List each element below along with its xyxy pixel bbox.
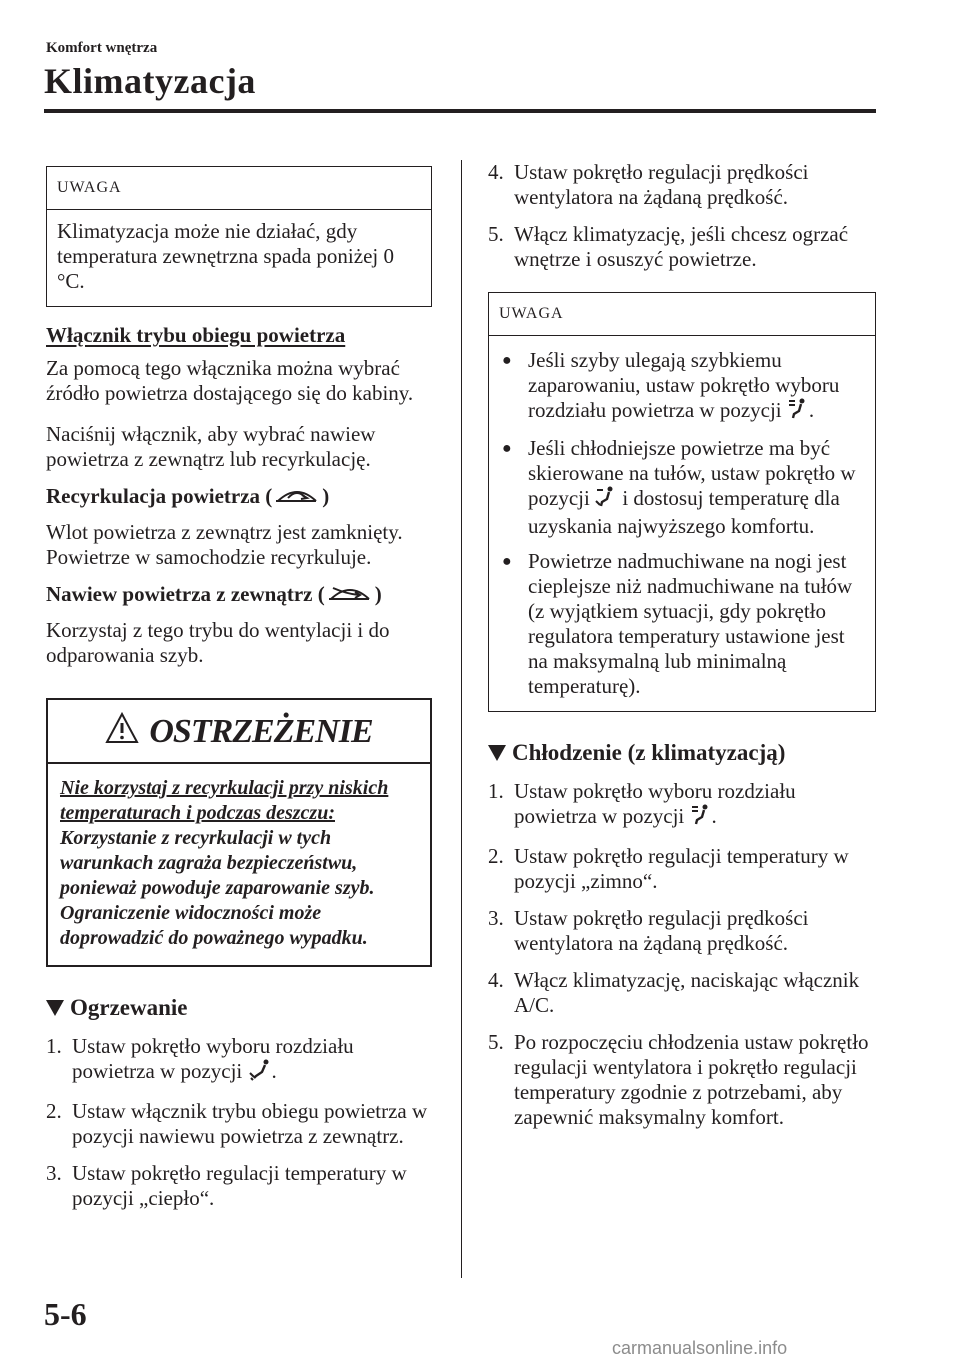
- heating-heading: Ogrzewanie: [46, 995, 432, 1020]
- cooling-step-5: 5. Po rozpoczęciu chłodzenia ustaw pokrętło regulacji wentylatora i pokrętło regulacji temperatury zgodnie z potrzebami, aby zapewnić maksymalny komfort.: [488, 1030, 869, 1129]
- note-body: [489, 336, 875, 711]
- recirculation-icon: [272, 486, 322, 512]
- triangle-bullet-icon: [46, 1000, 64, 1016]
- bilevel-mode-icon: [595, 486, 617, 514]
- warning-body: [48, 764, 430, 965]
- cooling-step-3: 3. Ustaw pokrętło regulacji prędkości wentylatora na żądaną prędkość.: [488, 906, 809, 955]
- face-mode-icon: [690, 804, 712, 832]
- heating-step-2: 2. Ustaw włącznik trybu obiegu powietrza w pozycji nawiewu powietrza z zewnątrz.: [46, 1099, 428, 1148]
- fresh-label: Nawiew powietrza z zewnątrz ( ): [46, 582, 432, 610]
- face-mode-icon: [787, 398, 809, 426]
- page-title: Klimatyzacja: [44, 61, 256, 101]
- warning-line-2: Korzystanie z recyrkulacji w tych warunkach zagraża bezpieczeństwu, ponieważ powoduje zaparowanie szyb. Ograniczenie widoczności może doprowadzić do poważnego wypadku.: [60, 827, 375, 949]
- page-number: 5-6: [44, 1296, 87, 1332]
- switch-para-1: Za pomocą tego włącznika można wybrać źródło powietrza dostającego się do kabiny.: [46, 356, 414, 405]
- title-rule: [44, 109, 876, 113]
- warning-title: OSTRZEŻENIE: [149, 712, 373, 750]
- warning-box: [46, 698, 432, 967]
- heating-step-3: 3. Ustaw pokrętło regulacji temperatury w pozycji „ciepło“.: [46, 1161, 407, 1210]
- watermark: carmanualsonline.info: [612, 1338, 788, 1358]
- switch-para-2: Naciśnij włącznik, aby wybrać nawiew powietrza z zewnątrz lub recyrkulację.: [46, 422, 376, 471]
- note-box-cold: [46, 166, 432, 307]
- switch-title: Włącznik trybu obiegu powietrza: [46, 323, 346, 347]
- note-text: Klimatyzacja może nie działać, gdy temperatura zewnętrzna spada poniżej 0 °C.: [57, 219, 394, 293]
- fresh-air-icon: [325, 584, 375, 610]
- right-column: [488, 160, 876, 1130]
- note-bullet-2: ● Jeśli chłodniejsze powietrze ma być skierowane na tułów, ustaw pokrętło w pozycji i dostosuj temperaturę dla uzyskania najwyższego komfortu.: [502, 436, 856, 538]
- recirc-label: Recyrkulacja powietrza ( ): [46, 484, 432, 512]
- cooling-step-2: 2. Ustaw pokrętło regulacji temperatury w pozycji „zimno“.: [488, 844, 849, 893]
- heating-step-4: 4. Ustaw pokrętło regulacji prędkości wentylatora na żądaną prędkość.: [488, 160, 809, 209]
- note-label: UWAGA: [489, 293, 875, 336]
- left-column: [46, 166, 432, 1211]
- note-bullet-3: ● Powietrze nadmuchiwane na nogi jest cieplejsze niż nadmuchiwane na tułów (z wyjątkiem sytuacji, gdy pokrętło regulatora temperatury ustawione jest na maksymalną lub minimalną temperaturę).: [502, 549, 853, 698]
- warning-triangle-icon: [105, 712, 139, 750]
- foot-mode-icon: [248, 1059, 272, 1087]
- heating-step-5: 5. Włącz klimatyzację, jeśli chcesz ogrzać wnętrze i osuszyć powietrze.: [488, 222, 849, 271]
- warning-line-1: Nie korzystaj z recyrkulacji przy niskich temperaturach i podczas deszczu:: [60, 777, 389, 824]
- note-box-tips: [488, 292, 876, 712]
- column-divider: [461, 160, 462, 1278]
- recirc-text: Wlot powietrza z zewnątrz jest zamknięty. Powietrze w samochodzie recyrkuluje.: [46, 520, 403, 569]
- note-label: UWAGA: [47, 167, 431, 210]
- warning-header: [48, 700, 430, 764]
- note-bullet-1: ● Jeśli szyby ulegają szybkiemu zaparowaniu, ustaw pokrętło wyboru rozdziału powietrza w pozycji .: [499, 348, 865, 426]
- cooling-step-1: 1. Ustaw pokrętło wyboru rozdziału powietrza w pozycji .: [488, 779, 876, 832]
- heating-step-1: 1. Ustaw pokrętło wyboru rozdziału powietrza w pozycji .: [46, 1034, 432, 1087]
- cooling-step-4: 4. Włącz klimatyzację, naciskając włącznik A/C.: [488, 968, 860, 1017]
- section-label: Komfort wnętrza: [46, 40, 158, 56]
- cooling-heading: Chłodzenie (z klimatyzacją): [488, 740, 876, 765]
- triangle-bullet-icon: [488, 745, 506, 761]
- fresh-text: Korzystaj z tego trybu do wentylacji i do odparowania szyb.: [46, 618, 390, 667]
